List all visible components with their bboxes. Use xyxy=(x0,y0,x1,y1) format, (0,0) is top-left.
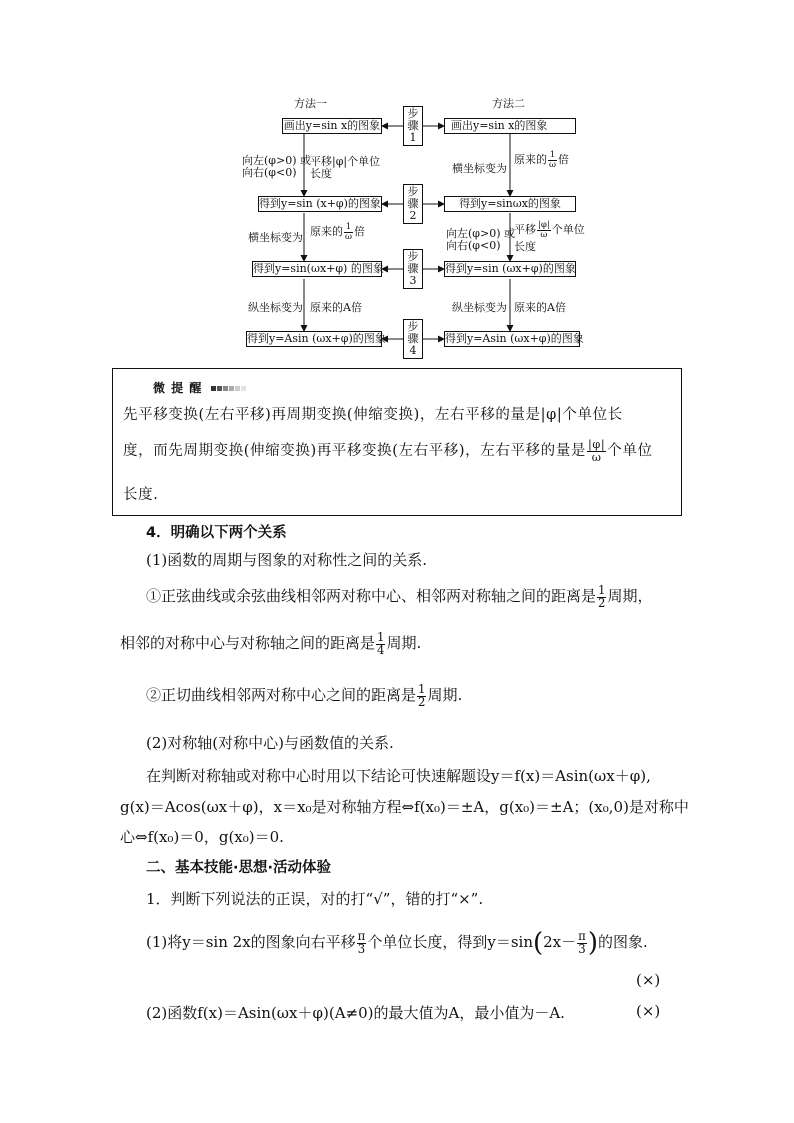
decor-square xyxy=(211,386,216,391)
right-box-2: 得到y=sinωx的图象 xyxy=(444,196,576,212)
left-label-1d: 长度 xyxy=(310,167,332,180)
text: 相邻的对称中心与对称轴之间的距离是 xyxy=(120,634,376,653)
left-label-3b: 原来的A倍 xyxy=(310,301,362,314)
section4-p7: g(x)＝Acos(ωx＋φ)，x＝x₀是对称轴方程⇔f(x₀)＝±A，g(x₀)＝±A；(x₀,0)是对称中 xyxy=(120,798,689,816)
tip-title-text: 微 提 醒 xyxy=(153,381,203,395)
denominator: ω xyxy=(345,231,352,242)
method2-title: 方法二 xyxy=(492,97,525,110)
section2-heading: 二、基本技能·思想·活动体验 xyxy=(146,860,332,876)
denominator: 2 xyxy=(598,595,606,610)
left-box-4: 得到y=Asin (ωx+φ)的图象 xyxy=(247,332,386,345)
fraction xyxy=(577,928,587,956)
text: 周期， xyxy=(607,587,653,606)
step-char: 步 xyxy=(407,107,419,120)
fraction xyxy=(357,928,367,956)
fraction xyxy=(537,221,551,239)
section4-p5: (2)对称轴(对称中心)与函数值的关系. xyxy=(146,734,394,752)
left-box-3: 得到y=sin(ωx+φ) 的图象 xyxy=(253,262,384,275)
step-number: 1 xyxy=(409,131,417,144)
left-label-3a: 纵坐标变为 xyxy=(248,301,303,314)
left-box-1: 画出y=sin x的图象 xyxy=(283,119,381,132)
text: 个单位长度，得到y＝sin xyxy=(367,933,533,951)
denominator: ω xyxy=(540,229,548,240)
text: (1)将y＝sin 2x的图象向右平移 xyxy=(146,933,356,951)
question-1-2: (2)函数f(x)＝Asin(ωx＋φ)(A≠0)的最大值为A，最小值为－A. xyxy=(146,1004,565,1022)
math: |φ| xyxy=(540,407,563,423)
right-box-4: 得到y=Asin (ωx+φ)的图象 xyxy=(445,332,584,345)
denominator: 2 xyxy=(418,694,426,709)
text: 先平移变换(左右平移)再周期变换(伸缩变换)，左右平移的量是 xyxy=(123,407,541,423)
step-char: 骤 xyxy=(407,197,419,210)
step-char: 步 xyxy=(407,250,419,263)
text: ②正切曲线相邻两对称中心之间的距离是 xyxy=(146,686,417,705)
left-paren: ( xyxy=(532,928,544,958)
text: 周期. xyxy=(427,686,463,705)
text: 度，而先周期变换(伸缩变换)再平移变换(左右平移)，左右平移的量是 xyxy=(123,443,586,459)
method1-title: 方法一 xyxy=(294,97,327,110)
section4-p3 xyxy=(120,632,421,656)
fraction xyxy=(597,585,606,609)
denominator: 4 xyxy=(377,642,385,657)
right-label-2a: 向左(φ>0) 或 xyxy=(446,227,515,240)
right-box-3: 得到y=sin (ωx+φ)的图象 xyxy=(445,262,576,275)
text: 原来的 xyxy=(514,153,547,167)
denominator: ω xyxy=(591,450,602,464)
left-label-2b xyxy=(310,223,365,241)
right-label-2e: 长度 xyxy=(514,240,536,253)
fraction xyxy=(376,632,385,656)
right-paren: ) xyxy=(587,928,598,958)
left-label-1a: 向左(φ>0) 或 xyxy=(242,154,311,167)
fraction xyxy=(548,151,557,169)
diagram-lines xyxy=(0,0,794,370)
question-1: 1．判断下列说法的正误，对的打“√”，错的打“×”. xyxy=(146,890,484,908)
step-number: 2 xyxy=(409,209,417,222)
step-char: 骤 xyxy=(407,332,419,345)
text: 的图象. xyxy=(598,933,648,951)
step-number: 4 xyxy=(409,344,417,357)
text: 2x－ xyxy=(543,933,577,951)
tip-title xyxy=(153,379,246,396)
right-label-2b: 向右(φ<0) xyxy=(446,239,501,252)
numerator: |φ| xyxy=(587,438,606,452)
step-char: 步 xyxy=(407,320,419,333)
left-box-2: 得到y=sin (x+φ)的图象 xyxy=(259,197,381,210)
text: 原来的 xyxy=(310,225,343,239)
numerator: |φ| xyxy=(538,220,550,230)
tip-line-2 xyxy=(123,439,653,463)
right-label-1a: 横坐标变为 xyxy=(452,162,507,175)
step-box-1 xyxy=(403,106,423,146)
question-1-1 xyxy=(146,928,648,958)
answer-1-2: (×) xyxy=(636,1002,661,1020)
decor-square xyxy=(235,386,240,391)
step-char: 步 xyxy=(407,185,419,198)
fraction xyxy=(344,223,353,241)
numerator: 1 xyxy=(598,583,606,597)
right-box-1: 画出y=sin x的图象 xyxy=(444,118,576,134)
numerator: 1 xyxy=(345,222,352,232)
step-box-3 xyxy=(403,249,423,289)
section4-p4 xyxy=(146,684,462,708)
step-char: 骤 xyxy=(407,119,419,132)
text: 倍 xyxy=(558,153,569,167)
text: 周期. xyxy=(386,634,422,653)
right-label-3a: 纵坐标变为 xyxy=(452,301,507,314)
tip-box xyxy=(112,368,682,516)
fraction xyxy=(587,439,606,463)
step-number: 3 xyxy=(409,274,417,287)
right-label-2c xyxy=(514,221,585,239)
section4-p6: 在判断对称轴或对称中心时用以下结论可快速解题设y＝f(x)＝Asin(ωx＋φ), xyxy=(146,767,651,785)
step-char: 骤 xyxy=(407,262,419,275)
text: ①正弦曲线或余弦曲线相邻两对称中心、相邻两对称轴之间的距离是 xyxy=(146,587,597,606)
denominator: 3 xyxy=(357,941,366,956)
section4-p8: 心⇔f(x₀)＝0，g(x₀)＝0. xyxy=(120,828,284,846)
denominator: 3 xyxy=(578,941,586,956)
text: 个单位 xyxy=(551,223,585,237)
tip-line-1 xyxy=(123,403,623,424)
decor-square xyxy=(217,386,222,391)
decor-square xyxy=(241,386,246,391)
numerator: π xyxy=(578,928,586,943)
step-box-4 xyxy=(403,319,423,359)
text: 平移 xyxy=(514,223,536,237)
tip-line-3: 长度. xyxy=(123,487,159,503)
left-label-1b: 向右(φ<0) xyxy=(242,166,297,179)
right-label-3b: 原来的A倍 xyxy=(514,301,566,314)
numerator: 1 xyxy=(377,630,385,644)
denominator: ω xyxy=(549,159,556,170)
decor-square xyxy=(229,386,234,391)
left-label-1c: 平移|φ|个单位 xyxy=(310,155,381,168)
section4-heading: 4．明确以下两个关系 xyxy=(146,525,287,541)
numerator: 1 xyxy=(549,150,556,160)
text: 倍 xyxy=(354,225,365,239)
right-label-1b xyxy=(514,151,569,169)
numerator: 1 xyxy=(418,682,426,696)
text: 个单位 xyxy=(607,443,653,459)
text: 个单位长 xyxy=(562,407,623,423)
left-label-2a: 横坐标变为 xyxy=(248,231,303,244)
decor-square xyxy=(223,386,228,391)
step-box-2 xyxy=(403,184,423,224)
numerator: π xyxy=(357,928,366,943)
section4-p1: (1)函数的周期与图象的对称性之间的关系. xyxy=(146,551,428,569)
answer-1-1: (×) xyxy=(636,971,661,989)
fraction xyxy=(417,684,426,708)
section4-p2 xyxy=(146,585,652,609)
